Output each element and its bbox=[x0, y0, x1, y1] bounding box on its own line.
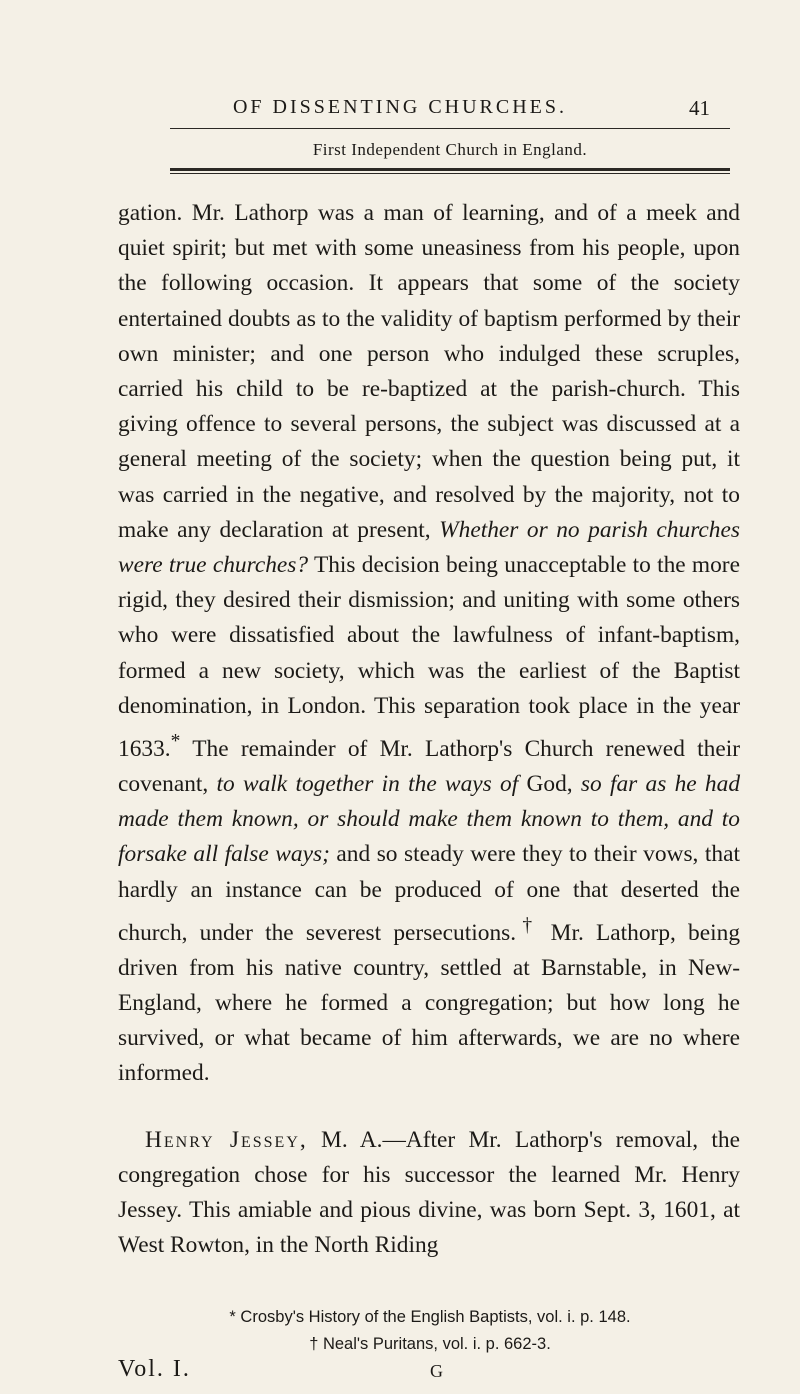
section-subhead: First Independent Church in England. bbox=[312, 140, 588, 159]
running-head bbox=[170, 96, 710, 126]
footnote-marker: † bbox=[516, 914, 539, 936]
subhead-rule-fine bbox=[170, 173, 730, 174]
footnote-marker: * bbox=[170, 731, 181, 753]
header-rule bbox=[170, 128, 730, 129]
paragraph-lathorp: gation. Mr. Lathorp was a man of learning, and of a meek and quiet spirit; but met with some uneasiness from his people, upon the following occasion. It appears that some of the society entertained doubts as to the validity of baptism performed by their own minister; and one person who indulged these scruples, carried his child to be re-baptized at the parish-church. This giving offence to several persons, the subject was discussed at a general meeting of the society; when the question being put, it was carried in the negative, and resolved by the majority, not to make any declaration at present, Whether or no parish churches were true churches? This decision being unacceptable to the more rigid, they desired their dismission; and uniting with some others who were dissatisfied about the lawfulness of infant-baptism, formed a new society, which was the earliest of the Baptist denomination, in London. This separation took place in the year 1633.* The remainder of Mr. Lathorp's Church renewed their covenant, to walk together in the ways of God, so far as he had made them known, or should make them known to them, and to forsake all false ways; and so steady were they to their vows, that hardly an instance can be produced of one that deserted the church, under the severest persecutions.† Mr. Lathorp, being driven from his native country, settled at Barnstable, in New-England, where he formed a congregation; but how long he survived, or what became of him afterwards, we are no where informed. bbox=[118, 200, 741, 1087]
footnotes bbox=[130, 1304, 730, 1358]
volume-signature: Vol. I. bbox=[118, 1356, 191, 1382]
page-number: 41 bbox=[689, 96, 710, 120]
section-heading: Henry Jessey, bbox=[145, 1126, 308, 1153]
footnote-2: † Neal's Puritans, vol. i. p. 662-3. bbox=[309, 1335, 551, 1353]
footnote-1: * Crosby's History of the English Baptists, vol. i. p. 148. bbox=[229, 1308, 631, 1326]
signature-letter: G bbox=[430, 1361, 443, 1381]
subhead-rule bbox=[170, 168, 730, 171]
body-text bbox=[118, 196, 740, 1263]
paragraph-jessey: Henry Jessey, M. A.—After Mr. Lathorp's removal, the congregation chose for his successor the learned Mr. Henry Jessey. This amiable and pious divine, was born Sept. 3, 1601, at West Rowton, in the North Riding bbox=[118, 1126, 740, 1259]
running-head-title: OF DISSENTING CHURCHES. bbox=[232, 96, 568, 118]
